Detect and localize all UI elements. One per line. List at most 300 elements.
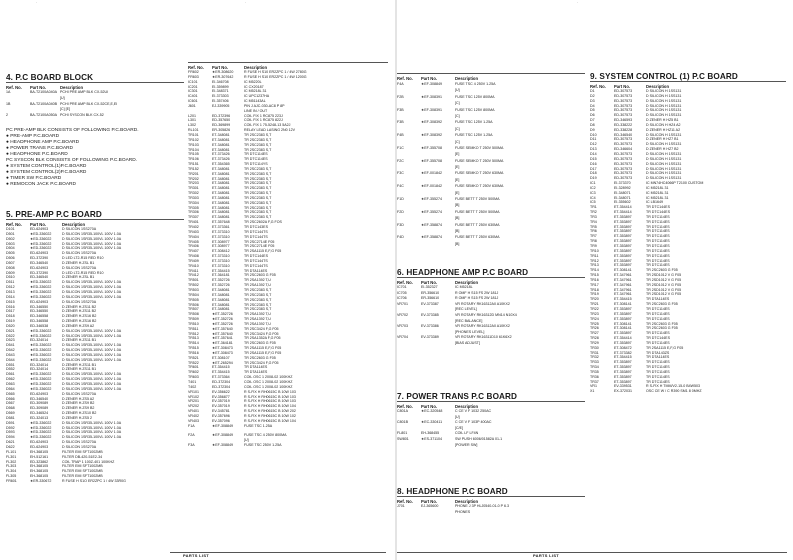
description-cell: D SILICON H 1SS131 — [646, 142, 682, 147]
description-cell: TR 2SA1392 T,U — [244, 312, 271, 317]
description-cell: D SILICON H 1SS131 — [646, 93, 682, 98]
description-cell: [U] — [455, 414, 460, 419]
part-no-cell: ED-307573 — [614, 98, 633, 103]
part-no-cell: EV-357096 — [212, 418, 230, 423]
part-no-cell: ET-353897 — [614, 340, 632, 345]
part-no-cell: ED-624903 — [30, 299, 49, 304]
part-no-cell: ET-353897 — [614, 219, 632, 224]
description-cell: D SILICON 1SR35-100VL 100V 1.0A — [62, 333, 122, 338]
pc-block-table — [6, 83, 184, 119]
description-cell: R S-FIX H RH0615C B 10W 202 — [244, 409, 296, 414]
part-no-cell: ET-373426 — [212, 157, 230, 162]
description-cell: D SILICON H 1SS131 — [646, 113, 682, 118]
col-header-desc: Description — [646, 84, 670, 89]
part-no-cell: ET-348081 — [212, 176, 230, 181]
ref-no-cell: TR4 — [590, 219, 597, 224]
note-item: ● SYSTEM CONTROL(2)P.C.BOARD — [6, 170, 87, 175]
part-no-cell: ED-372390 — [30, 270, 49, 275]
ref-no-cell: F3A — [188, 442, 195, 447]
description-cell: COIL FIX 1 RC875 822J — [244, 118, 283, 123]
description-cell: TR DTC114ES — [646, 331, 670, 336]
table-row — [397, 241, 585, 247]
ref-no-cell: IC706 — [397, 296, 407, 301]
part-no-cell: EV-373387 — [421, 301, 439, 306]
description-cell: [REC BALANCE] — [455, 318, 483, 323]
description-cell: [C] — [455, 101, 460, 106]
description-cell: IC CX20187 — [244, 84, 264, 89]
ref-no-cell: TR307 — [188, 215, 199, 220]
part-no-cell: ET-348081 — [212, 181, 230, 186]
description-cell: TR DTC114YS — [244, 162, 268, 167]
ref-no-cell: D543 — [6, 352, 15, 357]
description-cell: [B] — [455, 203, 460, 208]
ref-no-cell: D510 — [6, 275, 15, 280]
ref-no-cell: TR26 — [590, 326, 599, 331]
note-item: ● HEADPHONE AMP P.C.BOARD — [6, 140, 80, 145]
part-no-cell: ET-354414 — [614, 210, 632, 215]
ref-no-cell: D508 — [6, 265, 15, 270]
part-no-cell: ET-347961 — [614, 287, 632, 292]
description-cell: D SILICON H 1SS131 — [646, 161, 682, 166]
ref-no-cell: D14 — [590, 151, 597, 156]
ref-no-cell: F1D — [397, 197, 404, 202]
ref-no-cell: TR201 — [188, 171, 199, 176]
col-header-part: Part No. — [421, 499, 438, 504]
ref-no-cell: VR402 — [188, 413, 199, 418]
description-cell: [POWER SW] — [455, 442, 478, 447]
headphone-rows — [397, 504, 585, 515]
ref-no-cell: FL302 — [6, 459, 17, 464]
part-no-cell: ED-372390 — [30, 256, 49, 261]
col-header-desc: Description — [455, 76, 479, 81]
table-row — [590, 389, 786, 394]
ref-no-cell: F3B — [397, 107, 404, 112]
power-trans-rows — [397, 409, 585, 448]
ref-no-cell — [397, 241, 421, 247]
part-no-cell — [421, 510, 455, 516]
description-cell: COIL FIX 1 RC875 223J — [244, 113, 283, 118]
ref-no-cell: TR521 — [188, 355, 199, 360]
description-cell: D SILICON 1SR35-100VL 100V 1.0A — [62, 294, 122, 299]
description-cell: IC MN74HC4066P T2100 CUSTOM — [646, 181, 704, 186]
part-no-cell: ET-354415 — [614, 355, 632, 360]
ref-no-cell: L301 — [188, 118, 196, 123]
col-header-part: Part No. — [212, 65, 229, 70]
ref-no-cell: TR34 — [590, 365, 599, 370]
ref-no-cell: TR514 — [188, 341, 199, 346]
description-cell: TR 2SC2383 S,T — [244, 302, 272, 307]
part-no-cell: ED-324013 — [30, 415, 49, 420]
ref-no-cell: D2 — [590, 93, 595, 98]
description-cell: TR 2SA1115 E,F,G F05 — [244, 346, 282, 351]
col-header-part: Part No. — [421, 280, 438, 285]
description-cell: FUSE TSC 4 250V 1.25A — [455, 82, 496, 86]
col-header-desc: Description — [60, 85, 84, 90]
part-no-cell: ED-346550 — [30, 304, 49, 309]
description-cell: VR ROTARY RK16312A0 A10KX2 — [455, 324, 510, 329]
part-no-cell: ET-353897 — [614, 229, 632, 234]
part-no-cell: ET-348081 — [212, 186, 230, 191]
description-cell: TR DTC114ES — [646, 365, 670, 370]
part-no-cell: ET-348081 — [212, 171, 230, 176]
description-cell: [E] — [455, 177, 460, 182]
ref-no-cell: D502 — [6, 236, 15, 241]
col-header-ref: Ref. No. — [6, 222, 22, 227]
description-cell: D SILICON 1SR35-100VL 100V 1.0A — [62, 382, 122, 386]
table-row — [188, 443, 388, 448]
ref-no-cell: IC5 — [590, 200, 596, 205]
part-no-cell: EH-512161 — [30, 454, 49, 459]
part-no-cell: ★EF-001842 — [421, 171, 443, 176]
ref-no-cell: TR522 — [188, 360, 199, 365]
part-no-cell: ★ED-336022 — [30, 372, 52, 377]
description-cell: TR 2SC2383 S,T — [244, 142, 272, 147]
headphone-table — [397, 497, 585, 515]
part-no-cell: ED-309089 — [30, 406, 49, 411]
ref-no-cell: D9 — [590, 127, 595, 132]
ref-no-cell: TR513 — [188, 336, 199, 341]
description-cell: TR DTC114ES — [646, 340, 670, 345]
description-cell: FUSE TSC 1.25A — [244, 423, 273, 428]
col-header-ref: Ref. No. — [397, 499, 413, 504]
ref-no-cell: TR27 — [590, 331, 599, 336]
part-no-cell: ET-347961 — [614, 292, 632, 297]
description-cell: IC M5220L — [244, 79, 262, 84]
ref-no-cell: TR29 — [590, 340, 599, 345]
description-cell: D ZENER H.ZSL B1 — [62, 275, 95, 280]
description-cell: TR 2SC2383 S,T — [244, 215, 272, 220]
ref-no-cell: C801B — [397, 420, 408, 425]
description-cell: [BIAS ADJUST] — [455, 340, 480, 345]
part-no-cell: ED-346593 — [614, 118, 633, 123]
description-cell: TR DTC114ES — [646, 369, 670, 374]
ref-no-cell: D567 — [6, 401, 15, 406]
scan-mark: · — [245, 0, 247, 5]
description-cell: FILTER EMI SFT1002MB — [62, 474, 103, 479]
part-no-cell: ★EC-320548 — [421, 409, 443, 413]
description-cell: TR 2SC2714E F05 — [244, 239, 275, 244]
note-item: ● TIMER SW P.C.BOARD — [6, 176, 62, 181]
part-no-cell: ★EF-355708 — [421, 145, 443, 150]
ref-no-cell: TR10 — [590, 248, 599, 253]
ref-no-cell: D13 — [590, 147, 597, 152]
description-cell: TR DTC114ES — [646, 239, 670, 244]
description-cell: TR DTC144ES — [646, 205, 670, 210]
description-cell: TR DTC114ES — [646, 306, 670, 311]
ref-no-cell: F4C — [397, 184, 404, 189]
description-cell: D SILICON 1SR35-100VL 100V 1.0A — [62, 435, 122, 440]
description-cell: D SILICON 1SR35-100VL 100V 1.0A — [62, 343, 122, 348]
ref-no-cell: D565 — [6, 391, 15, 396]
description-cell: D ZENER H.ZS5 A2 — [62, 396, 95, 401]
part-no-cell: ★ET-265294 — [212, 360, 233, 365]
ref-no-cell: TR103 — [188, 142, 199, 147]
part-no-cell: ★ER-330672 — [30, 478, 52, 483]
power-trans-table — [397, 402, 585, 448]
part-no-cell: ET-353897 — [614, 311, 632, 316]
ref-no-cell: TR152 — [188, 166, 199, 171]
pc-block-notes — [6, 128, 186, 188]
col-header-ref: Ref. No. — [397, 76, 413, 81]
ref-no-cell: 1A — [6, 90, 11, 94]
description-cell: D SILICON H 1SS131 — [646, 171, 682, 176]
description-cell: D SILICON H 1SS131 — [646, 166, 682, 171]
part-no-cell: ET-348081 — [212, 147, 230, 152]
part-no-cell: ★ET-357641 — [212, 336, 233, 341]
description-cell: COIL OSC 1 2008-02 100KHZ — [244, 384, 293, 389]
description-cell: TR DTC114ES — [646, 244, 670, 248]
ref-no-cell: FL301 — [6, 454, 17, 459]
part-no-cell: ET-353897 — [614, 224, 632, 229]
footer-parts-list: PARTS LIST — [533, 553, 560, 558]
description-cell: D LED LT2-R15 RED R10 — [62, 270, 104, 275]
description-cell: TR 2SD1012 V G F05 — [646, 282, 682, 287]
description-cell: TR DTC114ES — [646, 214, 670, 219]
ref-no-cell: F2C — [397, 158, 404, 163]
ref-no-cell: TR105 — [188, 152, 199, 157]
part-no-cell: ED-624903 — [30, 251, 49, 256]
description-cell: D ZENER H.ZS11 B1 — [62, 338, 97, 343]
ref-no-cell: VR1 — [590, 384, 597, 389]
ref-no-cell: TR515 — [188, 346, 199, 351]
part-no-cell: ET-353897 — [614, 244, 632, 248]
syscon1-rows — [590, 89, 786, 394]
description-cell: D ZENER H.ZS11 B1 — [62, 362, 97, 367]
ref-no-cell: TR410 — [188, 263, 199, 268]
ref-no-cell: FL304 — [6, 469, 17, 474]
ref-no-cell: D562 — [6, 377, 15, 382]
description-cell: TR DTA114ES — [646, 355, 670, 360]
ref-no-cell: TR405 — [188, 239, 199, 244]
ref-no-cell: TR603 — [188, 375, 199, 380]
ref-no-cell: VR201 — [188, 399, 199, 404]
part-no-cell: ET-373310 — [212, 254, 230, 259]
part-no-cell: EI-357406 — [212, 99, 229, 104]
part-no-cell: ED-624903 — [30, 444, 49, 449]
description-cell: [REC LEVEL] — [455, 307, 477, 312]
description-cell: D SILICON 1SR35-100VL 100V 1.0A — [62, 236, 122, 241]
part-no-cell: ET-353897 — [614, 214, 632, 219]
ref-no-cell: IC301 — [188, 89, 198, 94]
description-cell: FILTER EMI SFT1002MB — [62, 469, 103, 474]
description-cell: IC UPC1237HA — [244, 94, 270, 99]
part-no-cell: ET-373426 — [212, 152, 230, 157]
part-no-cell: ET-373310 — [212, 234, 230, 239]
preamp-rows — [6, 227, 184, 484]
ref-no-cell: J701 — [397, 504, 405, 508]
part-no-cell: ET-308977 — [212, 244, 230, 249]
description-cell: D SILICON 1SS270A — [62, 440, 97, 445]
ref-no-cell: TR408 — [188, 254, 199, 259]
part-no-cell: ET-373310 — [212, 263, 230, 268]
ref-no-cell: L302 — [188, 123, 196, 128]
section-title-syscon1: 9. SYSTEM CONTROL (1) P.C BOARD — [590, 72, 738, 81]
part-no-cell: EV-339531 — [614, 384, 632, 389]
ref-no-cell: D16 — [590, 161, 597, 166]
description-cell: TR 2SC2383 S,T — [244, 205, 272, 210]
part-no-cell: ET-373364 — [212, 375, 230, 380]
ref-no-cell: TR14 — [590, 268, 599, 273]
ref-no-cell: TR506 — [188, 302, 199, 307]
ref-no-cell — [397, 443, 421, 449]
note-item: ● HEADPHONE P.C.BOARD — [6, 152, 68, 157]
description-cell: TR 2SC2383 S,T — [244, 287, 272, 292]
part-no-cell: ★EF-001842 — [421, 184, 443, 189]
ref-no-cell: T401 — [188, 380, 197, 384]
ref-no-cell: D563 — [6, 382, 15, 386]
ref-no-cell: TR509 — [188, 317, 199, 322]
description-cell: TR 2SC2603 G F05 — [646, 326, 678, 331]
description-cell: FUSE BETT T 250V 500MA — [455, 209, 500, 214]
note-heading: PC SYSCON BLK CONSISTS OF FOLLOWING P.C.BOARD. — [6, 158, 138, 163]
part-no-cell: ED-324014 — [30, 338, 49, 343]
part-no-cell: ★ED-336022 — [30, 328, 52, 333]
description-cell: [E] — [455, 165, 460, 170]
description-cell: [C] — [455, 139, 460, 144]
part-no-cell: ★ED-336022 — [30, 280, 52, 285]
table-header — [188, 63, 388, 70]
part-no-cell: ★ET-352726 — [212, 317, 233, 322]
ref-no-cell: TR22 — [590, 306, 599, 311]
part-no-cell: ★ED-336022 — [30, 357, 52, 362]
description-cell: FUSE TSC 125V 800MA — [455, 94, 495, 99]
part-no-cell: ET-354415 — [212, 365, 230, 370]
ref-no-cell: TR9 — [590, 244, 597, 248]
description-cell: [B] — [455, 228, 460, 233]
part-no-cell: ★EF-308392 — [421, 133, 443, 138]
ref-no-cell: TR516 — [188, 350, 199, 355]
part-no-cell: ER-356610 — [421, 290, 440, 295]
ref-no-cell: D591 — [6, 420, 15, 425]
part-no-cell: EV-373386 — [421, 324, 439, 329]
ref-no-cell: SW801 — [397, 436, 409, 441]
description-cell: D SILICON 1SR35-100VL 100V 1.0A — [62, 386, 122, 391]
part-no-cell: ★ED-336022 — [30, 377, 52, 382]
description-cell: TR DTC143ES — [244, 225, 268, 229]
description-cell: FUSE BETT T 250V 630MA — [455, 222, 500, 227]
part-no-cell: ★EF-308392 — [421, 120, 443, 125]
ref-no-cell: D521 — [6, 328, 15, 333]
part-no-cell: ET-354414 — [614, 336, 632, 341]
part-no-cell: ★EF-308849 — [212, 433, 234, 438]
ref-no-cell: D561 — [6, 372, 15, 377]
ref-no-cell: TR505 — [188, 297, 199, 302]
description-cell: D SILICON H 1SS131 — [646, 176, 682, 181]
part-no-cell: ★EF-355708 — [421, 158, 443, 163]
description-cell: D SILICON 1SR35-100VL 100V 1.0A — [62, 289, 122, 294]
ref-no-cell: D523 — [6, 338, 15, 343]
description-cell: TR 2SA1115 E,F,G F05 — [646, 345, 684, 350]
description-cell: PCHI PRE AMP BLK CX-52UI — [60, 90, 109, 94]
ref-no-cell: TR24 — [590, 316, 599, 321]
description-cell: D SILICON H 1SS131 — [646, 156, 682, 161]
part-no-cell: ET-353897 — [614, 263, 632, 268]
ref-no-cell: D506 — [6, 256, 15, 261]
note-item: ● REMOCON JACK P.C.BOARD — [6, 182, 76, 187]
description-cell: TR 2SD1012 V G F05 — [646, 277, 682, 282]
part-no-cell: ET-354365 — [212, 162, 230, 167]
part-no-cell: ET-353897 — [614, 379, 632, 384]
ref-no-cell: TR301 — [188, 186, 199, 191]
ref-no-cell: TR18 — [590, 287, 599, 292]
ref-no-cell: IC1 — [590, 181, 596, 186]
description-cell: COIL TRAP 1 100Z-401 100KHZ — [62, 459, 115, 464]
col-header-desc: Description — [62, 222, 86, 227]
ref-no-cell: D542 — [6, 348, 15, 353]
ref-no-cell: FL101 — [6, 449, 17, 454]
description-cell: TR DTA114ES — [244, 365, 268, 370]
description-cell: [B] — [455, 241, 460, 246]
description-cell: R S-FIX H RH0615C B 10W 104 — [244, 404, 296, 409]
description-cell: D SILICON 1SS270A — [62, 265, 97, 270]
part-no-cell: ET-348081 — [212, 142, 230, 147]
description-cell: TR DTC144TS — [244, 229, 268, 234]
description-cell: D SILICON 1SR35-100VL 100V 1.0A — [62, 352, 122, 357]
description-cell: D SILICON 1SR35-100VL 100V 1.0A — [62, 285, 122, 290]
description-cell: TR 2SC2383 S,T — [244, 171, 272, 176]
ref-no-cell: TR403 — [188, 229, 199, 234]
description-cell: IC M5218L 31 — [646, 190, 669, 195]
ref-no-cell: D8 — [590, 122, 595, 127]
ref-no-cell: IC201 — [188, 84, 198, 89]
description-cell: D SILICON H HZ4 A2 — [646, 122, 681, 127]
ref-no-cell: D568 — [6, 406, 15, 411]
description-cell: TR DTC114ES — [646, 219, 670, 224]
ref-no-cell: D1 — [590, 89, 595, 93]
description-cell: R S-FIX H TMM/V2-15-0 B4W503 — [646, 384, 701, 389]
ref-no-cell: D3 — [590, 98, 595, 103]
preamp-table-col1 — [6, 220, 184, 484]
part-no-cell: ★ER-307642 — [212, 74, 234, 79]
ref-no-cell: TR502 — [188, 283, 199, 288]
ref-no-cell: TR401 — [188, 220, 199, 225]
ref-no-cell: VR701 — [397, 301, 408, 306]
part-no-cell: ET-353897 — [614, 248, 632, 253]
description-cell: TR 2SA1392 T,U — [244, 321, 271, 326]
ref-no-cell: FR602 — [188, 70, 199, 74]
left-page — [0, 0, 396, 560]
ref-no-cell: 2 — [6, 113, 8, 118]
description-cell: TR 2SC2603 G F05 — [646, 302, 678, 307]
description-cell: D SILICON 1SR35-100VL 100V 1.0A — [62, 328, 122, 333]
part-no-cell: ★ET-352726 — [212, 312, 233, 317]
ref-no-cell: TR7 — [590, 234, 597, 239]
description-cell: FUSE TSC 4 250V 800MA — [244, 433, 287, 438]
part-no-cell: ★EF-308391 — [421, 94, 443, 99]
part-no-cell: ET-348081 — [212, 195, 230, 200]
ref-no-cell: D518 — [6, 314, 15, 319]
part-no-cell: EX-372031 — [614, 389, 632, 394]
description-cell: IC M5218L 31 — [244, 89, 267, 94]
ref-no-cell: IC4 — [590, 195, 596, 200]
preamp-rows-continued — [188, 70, 388, 448]
ref-no-cell: F2B — [397, 94, 404, 99]
col-header-desc: Description — [244, 65, 268, 70]
ref-no-cell: FL801 — [397, 431, 408, 436]
table-header — [397, 497, 585, 504]
section-title-headphone-amp: 6. HEADPHONE AMP P.C BOARD — [397, 268, 529, 277]
description-cell: D SILICON 1SR35-100VL 100V 1.0A — [62, 348, 122, 353]
part-no-cell: EI-348071 — [614, 190, 631, 195]
footer-rule — [397, 552, 787, 553]
ref-no-cell: F2D — [397, 209, 404, 214]
description-cell: TR 2SC2383 S,T — [244, 297, 272, 302]
ref-no-cell: IC601 — [188, 99, 198, 104]
description-cell: FUSE TSC 250V 1.25A — [244, 442, 282, 447]
part-no-cell: ET-353897 — [614, 316, 632, 321]
description-cell: D SILICON 1SR35-100VL 100V 1.0A — [62, 430, 122, 435]
description-cell: TR 2SA1392 T,U — [244, 317, 271, 322]
